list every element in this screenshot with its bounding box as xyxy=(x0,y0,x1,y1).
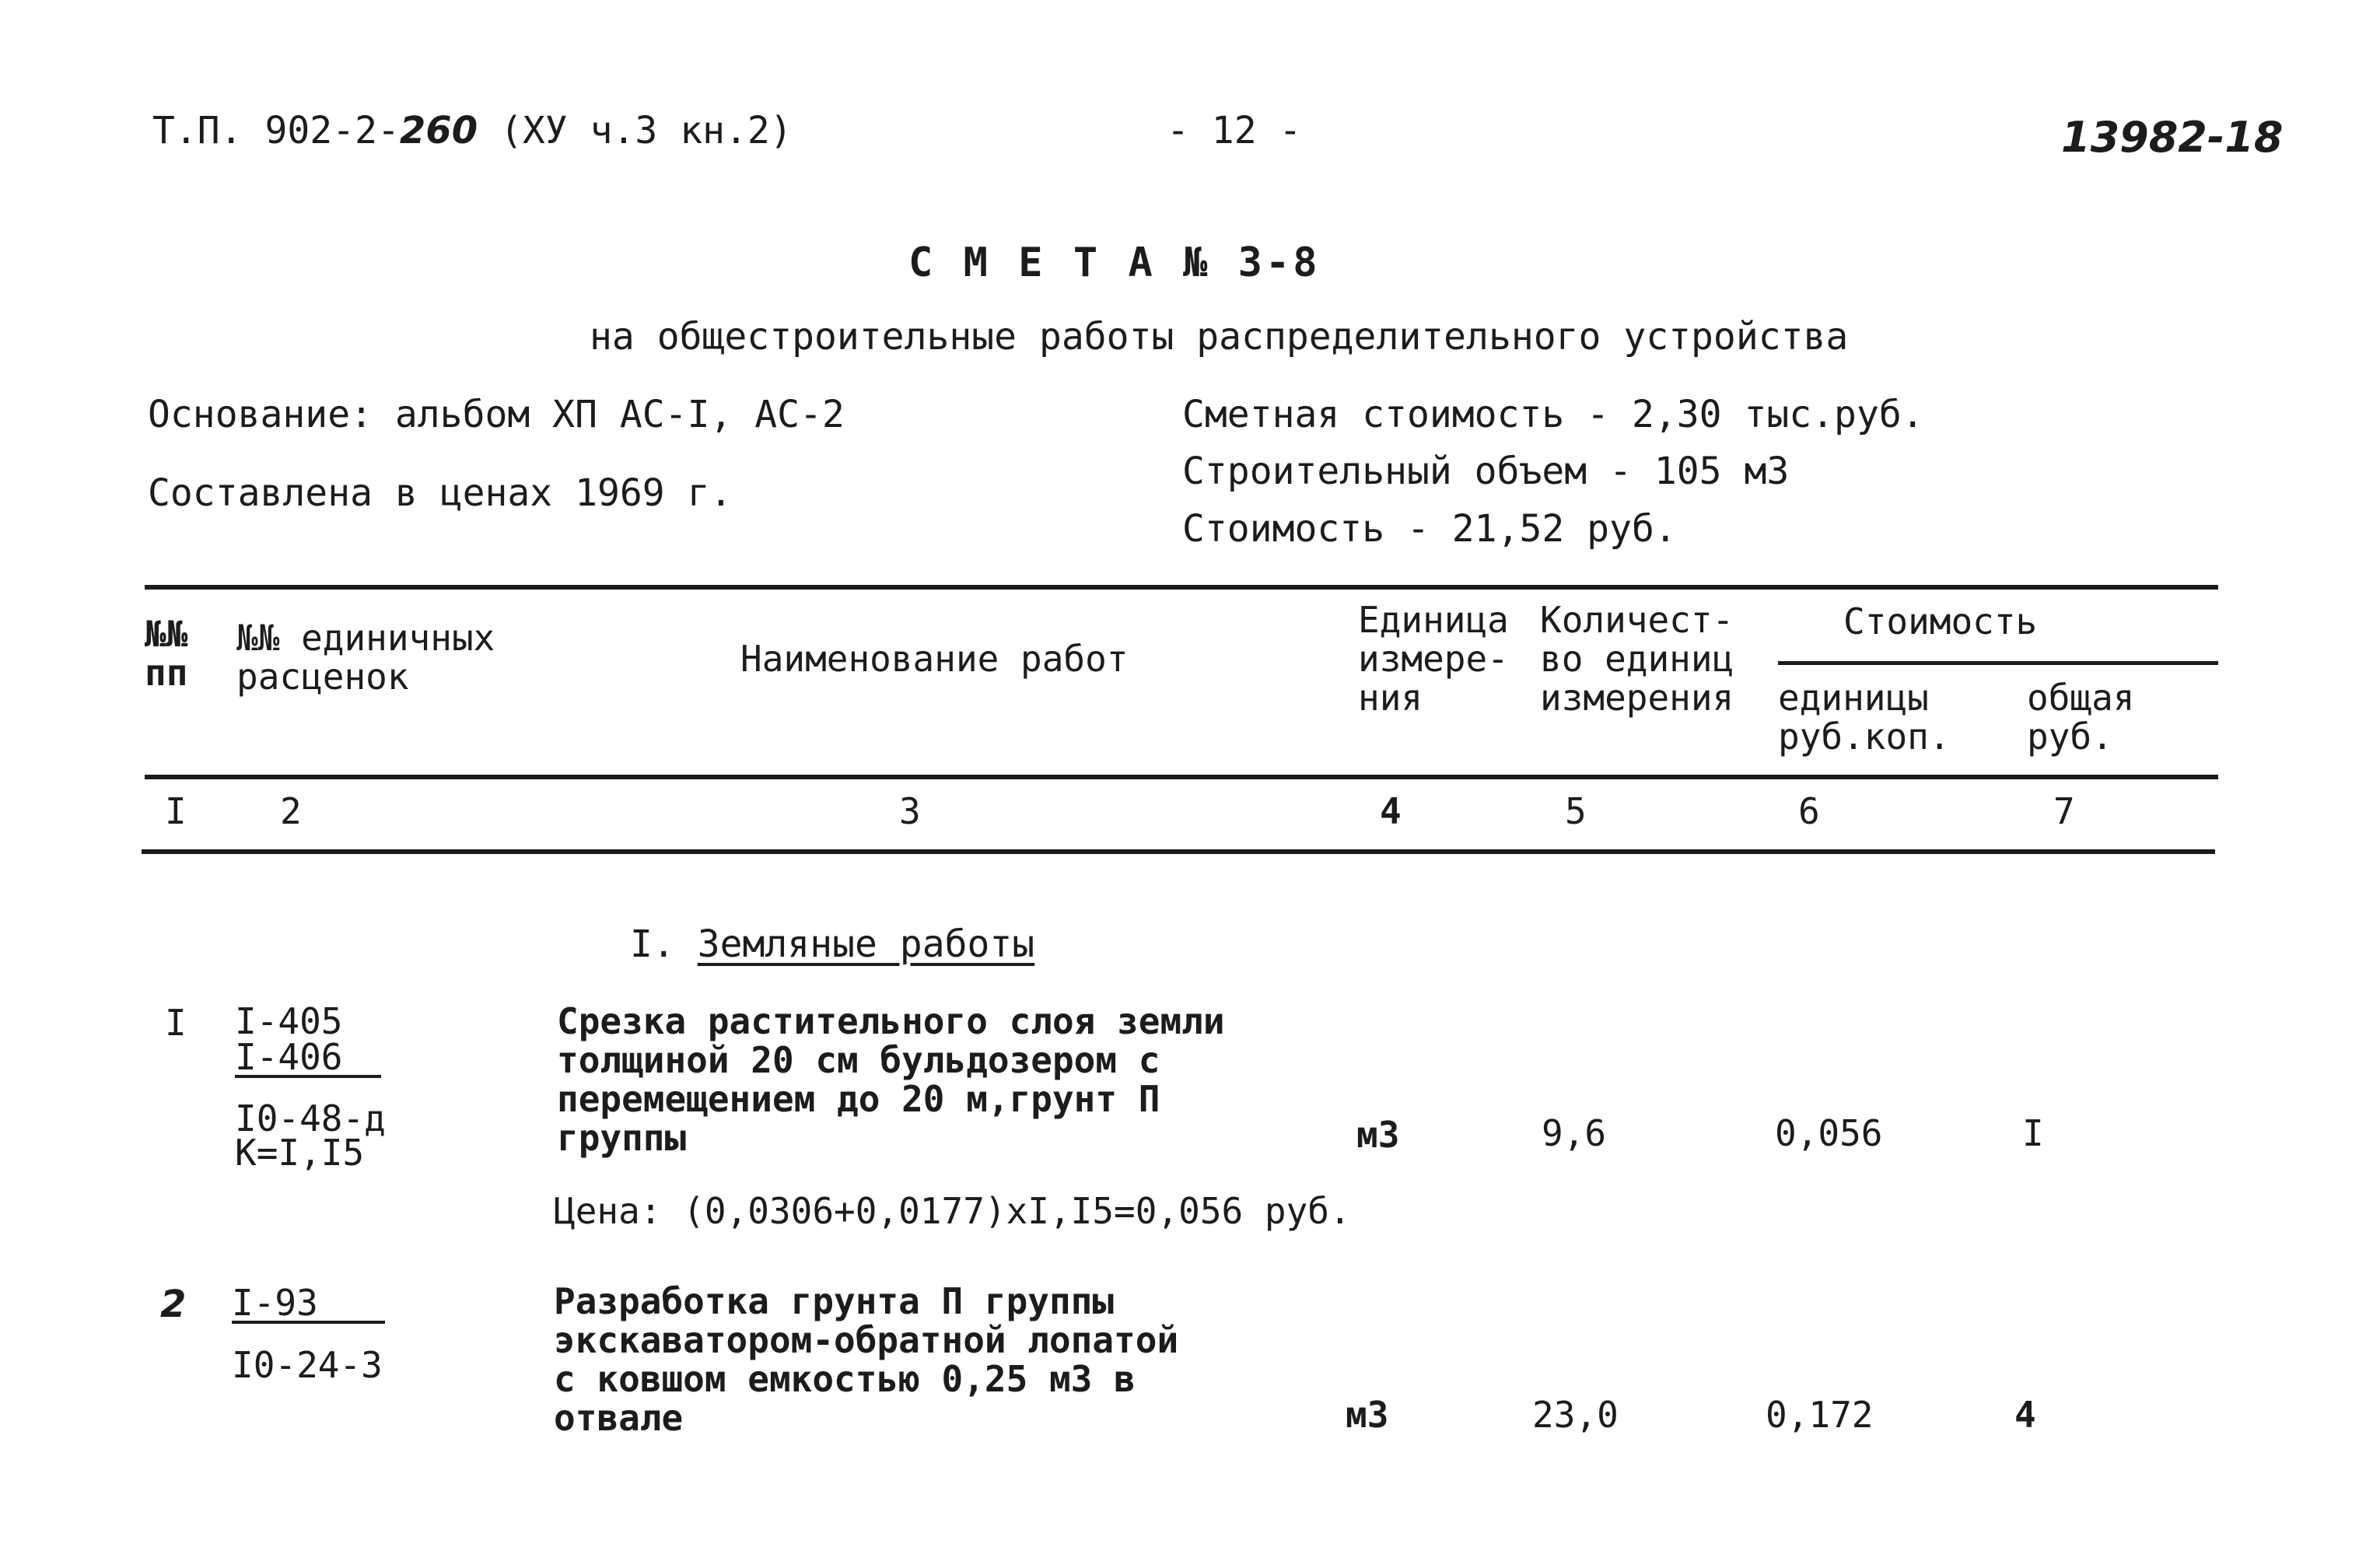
header-col-total: общая руб. xyxy=(2027,677,2135,758)
row-1-unit: м3 xyxy=(1356,1114,1400,1156)
row-1-total: I xyxy=(2022,1112,2044,1154)
page-title: С М Е Т А № 3-8 xyxy=(908,240,1321,286)
section-heading xyxy=(630,922,1034,966)
header-col-work-name: Наименование работ xyxy=(740,638,1129,680)
column-number-6: 6 xyxy=(1798,790,1820,832)
column-number-2: 2 xyxy=(280,790,302,832)
build-volume-text: Строительный объем - 105 м3 xyxy=(1182,450,1790,493)
row-1-codes-underlined: I-405 I-406 xyxy=(235,1003,381,1078)
table-top-rule xyxy=(145,585,2218,590)
section-title: Земляные работы xyxy=(697,922,1035,966)
row-2-work-name: Разработка грунта П группы экскаватором-обратной лопатой с ковшом емкостью 0,25 м3 в отвале xyxy=(554,1280,1179,1439)
column-number-5: 5 xyxy=(1565,790,1587,832)
cost-text: Стоимость - 21,52 руб. xyxy=(1182,507,1677,551)
document-code-prefix: Т.П. 902-2- xyxy=(152,109,400,152)
row-1-work-name: Срезка растительного слоя земли толщиной 20 см бульдозером с перемещением до 20 м,грунт П группы xyxy=(557,1000,1225,1159)
row-2-quantity: 23,0 xyxy=(1532,1394,1619,1436)
page-subtitle: на общестроительные работы распределительного устройства xyxy=(590,315,1849,359)
row-1-unit-cost: 0,056 xyxy=(1775,1112,1883,1154)
header-col-quantity: Количест- во единиц измерения xyxy=(1540,599,1734,719)
row-2-unit: м3 xyxy=(1346,1394,1389,1436)
row-1-codes: I0-48-д К=I,I5 xyxy=(235,1097,386,1174)
document-code-suffix: (ХУ ч.3 кн.2) xyxy=(500,109,793,152)
header-bottom-rule xyxy=(145,775,2218,779)
archive-number: 13982-18 xyxy=(2061,113,2284,162)
basis-text: Основание: альбом ХП АС-I, АС-2 xyxy=(148,393,845,436)
row-2-unit-cost: 0,172 xyxy=(1766,1394,1874,1436)
column-number-7: 7 xyxy=(2053,790,2075,832)
document-code-handwritten: 260 xyxy=(399,109,478,152)
header-cost-group: Стоимость xyxy=(1843,600,2038,642)
row-1-quantity: 9,6 xyxy=(1542,1112,1607,1154)
document-code xyxy=(152,109,793,152)
header-col-number: №№ пп xyxy=(145,613,188,694)
prices-text: Составлена в ценах 1969 г. xyxy=(148,471,733,515)
column-numbers-rule xyxy=(142,849,2215,854)
column-number-3: 3 xyxy=(899,790,921,832)
cost-group-rule xyxy=(1778,661,2218,665)
row-1-number: I xyxy=(165,1002,187,1044)
estimated-cost-text: Сметная стоимость - 2,30 тыс.руб. xyxy=(1182,393,1924,436)
section-number: I. xyxy=(630,922,675,966)
row-2-codes: I0-24-3 xyxy=(232,1344,383,1386)
row-1-price-note: Цена: (0,0306+0,0177)хI,I5=0,056 руб. xyxy=(554,1190,1351,1232)
header-col-unit: Единица измере- ния xyxy=(1358,599,1509,719)
column-number-1: I xyxy=(165,790,187,832)
page-number: - 12 - xyxy=(1167,109,1302,152)
header-col-rate-codes: №№ единичных расценок xyxy=(236,617,495,698)
row-2-total: 4 xyxy=(2014,1394,2036,1436)
header-col-unit-cost: единицы руб.коп. xyxy=(1778,677,1951,758)
row-2-codes-underlined: I-93 xyxy=(232,1285,385,1324)
row-2-number: 2 xyxy=(160,1283,187,1326)
column-number-4: 4 xyxy=(1380,790,1402,832)
